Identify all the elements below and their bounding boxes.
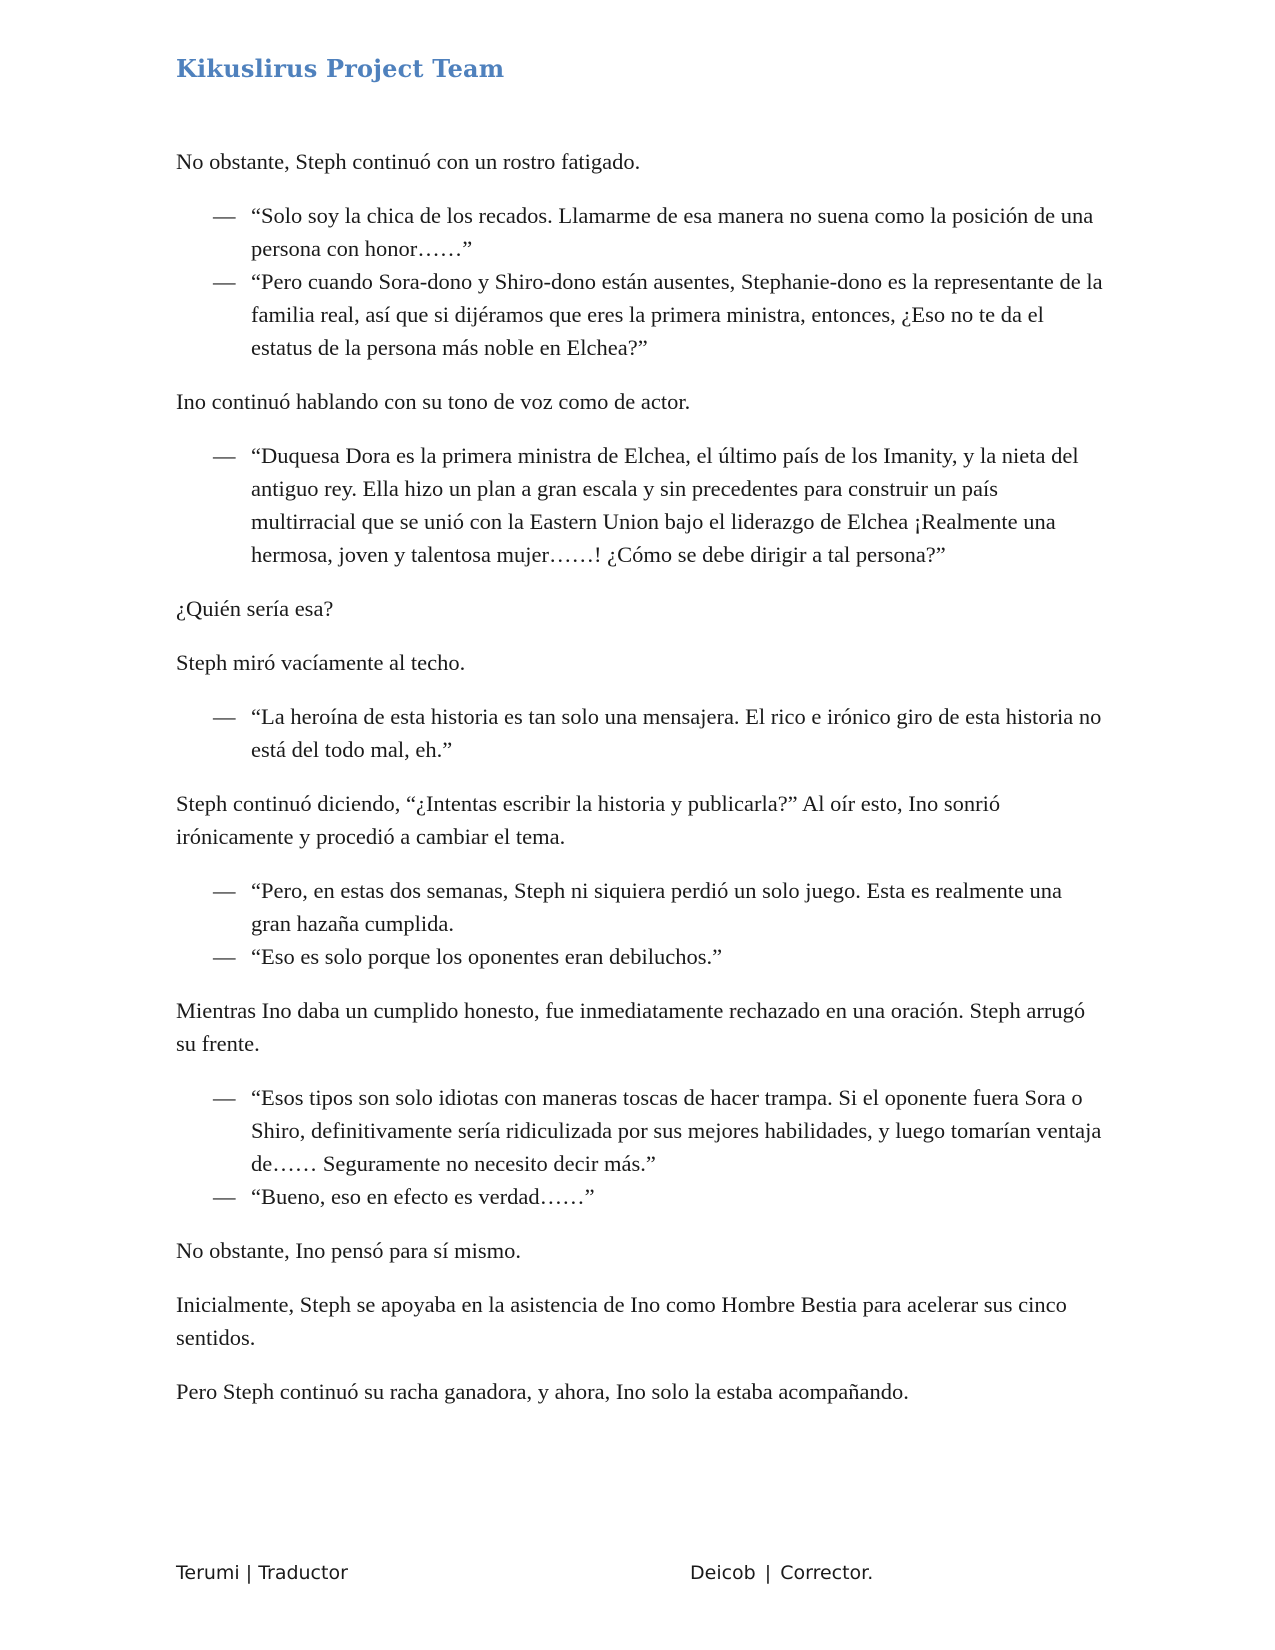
dialogue-list xyxy=(176,439,1106,571)
dialogue-line xyxy=(176,940,1106,973)
dash-marker: — xyxy=(213,944,236,969)
paragraph: Steph miró vacíamente al techo. xyxy=(176,650,466,675)
dialogue-text: “Solo soy la chica de los recados. Llamarme de esa manera no suena como la posición de una persona con honor……” xyxy=(251,203,1094,261)
dash-marker: — xyxy=(213,269,236,294)
dialogue-list xyxy=(176,199,1106,364)
paragraph: Mientras Ino daba un cumplido honesto, fue inmediatamente rechazado en una oración. Steph arrugó su frente. xyxy=(176,998,1086,1056)
footer-proofreader: Deicob | Corrector. xyxy=(690,1562,874,1584)
dash-marker: — xyxy=(213,878,236,903)
document-body xyxy=(176,145,1106,1429)
dialogue-list xyxy=(176,1081,1106,1213)
dialogue-line xyxy=(176,439,1106,571)
dash-marker: — xyxy=(213,203,236,228)
dialogue-text: “Eso es solo porque los oponentes eran debiluchos.” xyxy=(251,944,723,969)
dialogue-text: “Duquesa Dora es la primera ministra de Elchea, el último país de los Imanity, y la nieta del antiguo rey. Ella hizo un plan a gran escala y sin precedentes para construir un país multirracial que se unió con la Eastern Union bajo el liderazgo de Elchea ¡Realmente una hermosa, joven y talentosa mujer……! ¿Cómo se debe dirigir a tal persona?” xyxy=(251,443,1079,567)
dialogue-line xyxy=(176,700,1106,766)
paragraph: Inicialmente, Steph se apoyaba en la asistencia de Ino como Hombre Bestia para acelerar sus cinco sentidos. xyxy=(176,1292,1067,1350)
dialogue-line xyxy=(176,265,1106,364)
paragraph: Pero Steph continuó su racha ganadora, y ahora, Ino solo la estaba acompañando. xyxy=(176,1379,909,1404)
dialogue-text: “Bueno, eso en efecto es verdad……” xyxy=(251,1184,595,1209)
dialogue-line xyxy=(176,1180,1106,1213)
dialogue-line xyxy=(176,1081,1106,1180)
dash-marker: — xyxy=(213,1184,236,1209)
dash-marker: — xyxy=(213,443,236,468)
dialogue-text: “Esos tipos son solo idiotas con maneras toscas de hacer trampa. Si el oponente fuera Sora o Shiro, definitivamente sería ridiculizada por sus mejores habilidades, y luego tomarían ventaja de…… Seguramente no necesito decir más.” xyxy=(251,1085,1102,1176)
dialogue-list xyxy=(176,874,1106,973)
dash-marker: — xyxy=(213,1085,236,1110)
dialogue-line xyxy=(176,199,1106,265)
header-title: Kikuslirus Project Team xyxy=(176,54,505,83)
paragraph: Ino continuó hablando con su tono de voz como de actor. xyxy=(176,389,691,414)
dialogue-text: “La heroína de esta historia es tan solo una mensajera. El rico e irónico giro de esta historia no está del todo mal, eh.” xyxy=(251,704,1102,762)
dialogue-list xyxy=(176,700,1106,766)
footer-translator: Terumi | Traductor xyxy=(176,1562,348,1584)
dash-marker: — xyxy=(213,704,236,729)
paragraph: ¿Quién sería esa? xyxy=(176,596,334,621)
paragraph: Steph continuó diciendo, “¿Intentas escribir la historia y publicarla?” Al oír esto, Ino sonrió irónicamente y procedió a cambiar el tema. xyxy=(176,791,1001,849)
dialogue-line xyxy=(176,874,1106,940)
paragraph: No obstante, Ino pensó para sí mismo. xyxy=(176,1238,521,1263)
dialogue-text: “Pero, en estas dos semanas, Steph ni siquiera perdió un solo juego. Esta es realmente una gran hazaña cumplida. xyxy=(251,878,1063,936)
paragraph: No obstante, Steph continuó con un rostro fatigado. xyxy=(176,149,641,174)
dialogue-text: “Pero cuando Sora-dono y Shiro-dono están ausentes, Stephanie-dono es la representante de la familia real, así que si dijéramos que eres la primera ministra, entonces, ¿Eso no te da el estatus de la persona más noble en Elchea?” xyxy=(251,269,1103,360)
